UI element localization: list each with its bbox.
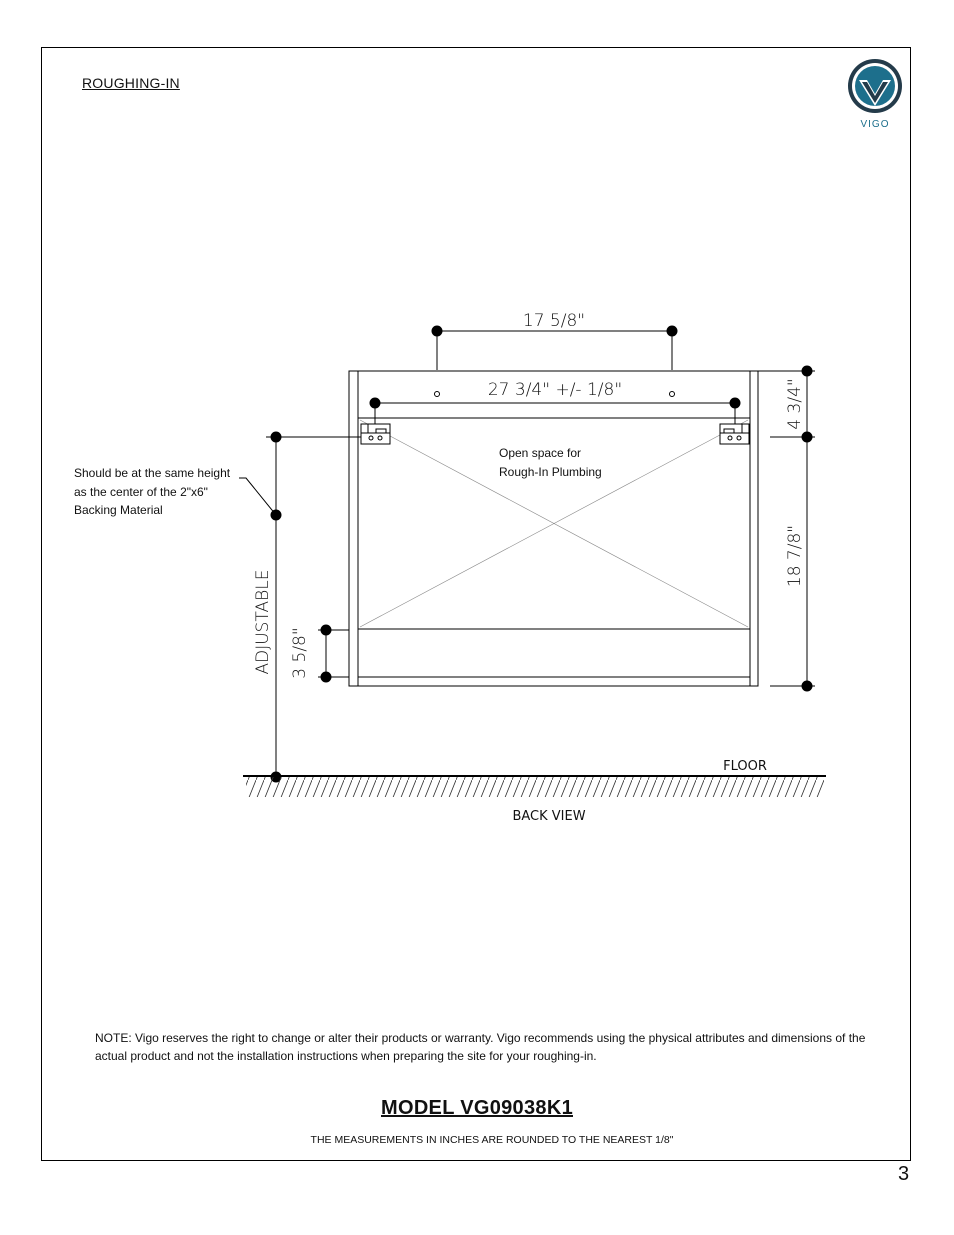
logo-text: VIGO <box>860 119 890 130</box>
callout-line1: Should be at the same height <box>74 466 231 480</box>
dim-right-main-label: 18 7/8" <box>785 524 805 588</box>
open-space-line2: Rough-In Plumbing <box>499 465 602 479</box>
floor <box>243 776 826 797</box>
dim-width-label: 27 3/4" +/- 1/8" <box>487 380 623 400</box>
page-number: 3 <box>898 1163 910 1185</box>
floor-label: FLOOR <box>723 759 767 774</box>
disclaimer-note: NOTE: Vigo reserves the right to change or alter their products or warranty. Vigo recommends using the physical attributes and dimensions of the actual product and not the installation instructions when preparing the site for your roughing-in. <box>95 1031 866 1063</box>
dimension-3-5-8 <box>318 625 349 682</box>
cabinet-back-view <box>349 371 758 686</box>
section-heading: ROUGHING-IN <box>82 75 180 91</box>
callout-line2: as the center of the 2"x6" <box>74 485 208 499</box>
dimension-width <box>370 398 740 424</box>
adjustable-label: ADJUSTABLE <box>253 569 273 675</box>
dim-top-label: 17 5/8" <box>522 311 586 331</box>
view-label: BACK VIEW <box>512 809 586 824</box>
dim-bottom-rail-label: 3 5/8" <box>290 627 310 679</box>
model-title: MODEL VG09038K1 <box>381 1097 573 1119</box>
right-hanging-bracket <box>720 424 749 444</box>
left-hanging-bracket <box>361 424 390 444</box>
dim-right-top-label: 4 3/4" <box>785 378 805 430</box>
measurement-footnote: THE MEASUREMENTS IN INCHES ARE ROUNDED TO THE NEAREST 1/8" <box>310 1134 674 1146</box>
open-space-line1: Open space for <box>499 446 582 460</box>
callout-line3: Backing Material <box>74 503 163 517</box>
